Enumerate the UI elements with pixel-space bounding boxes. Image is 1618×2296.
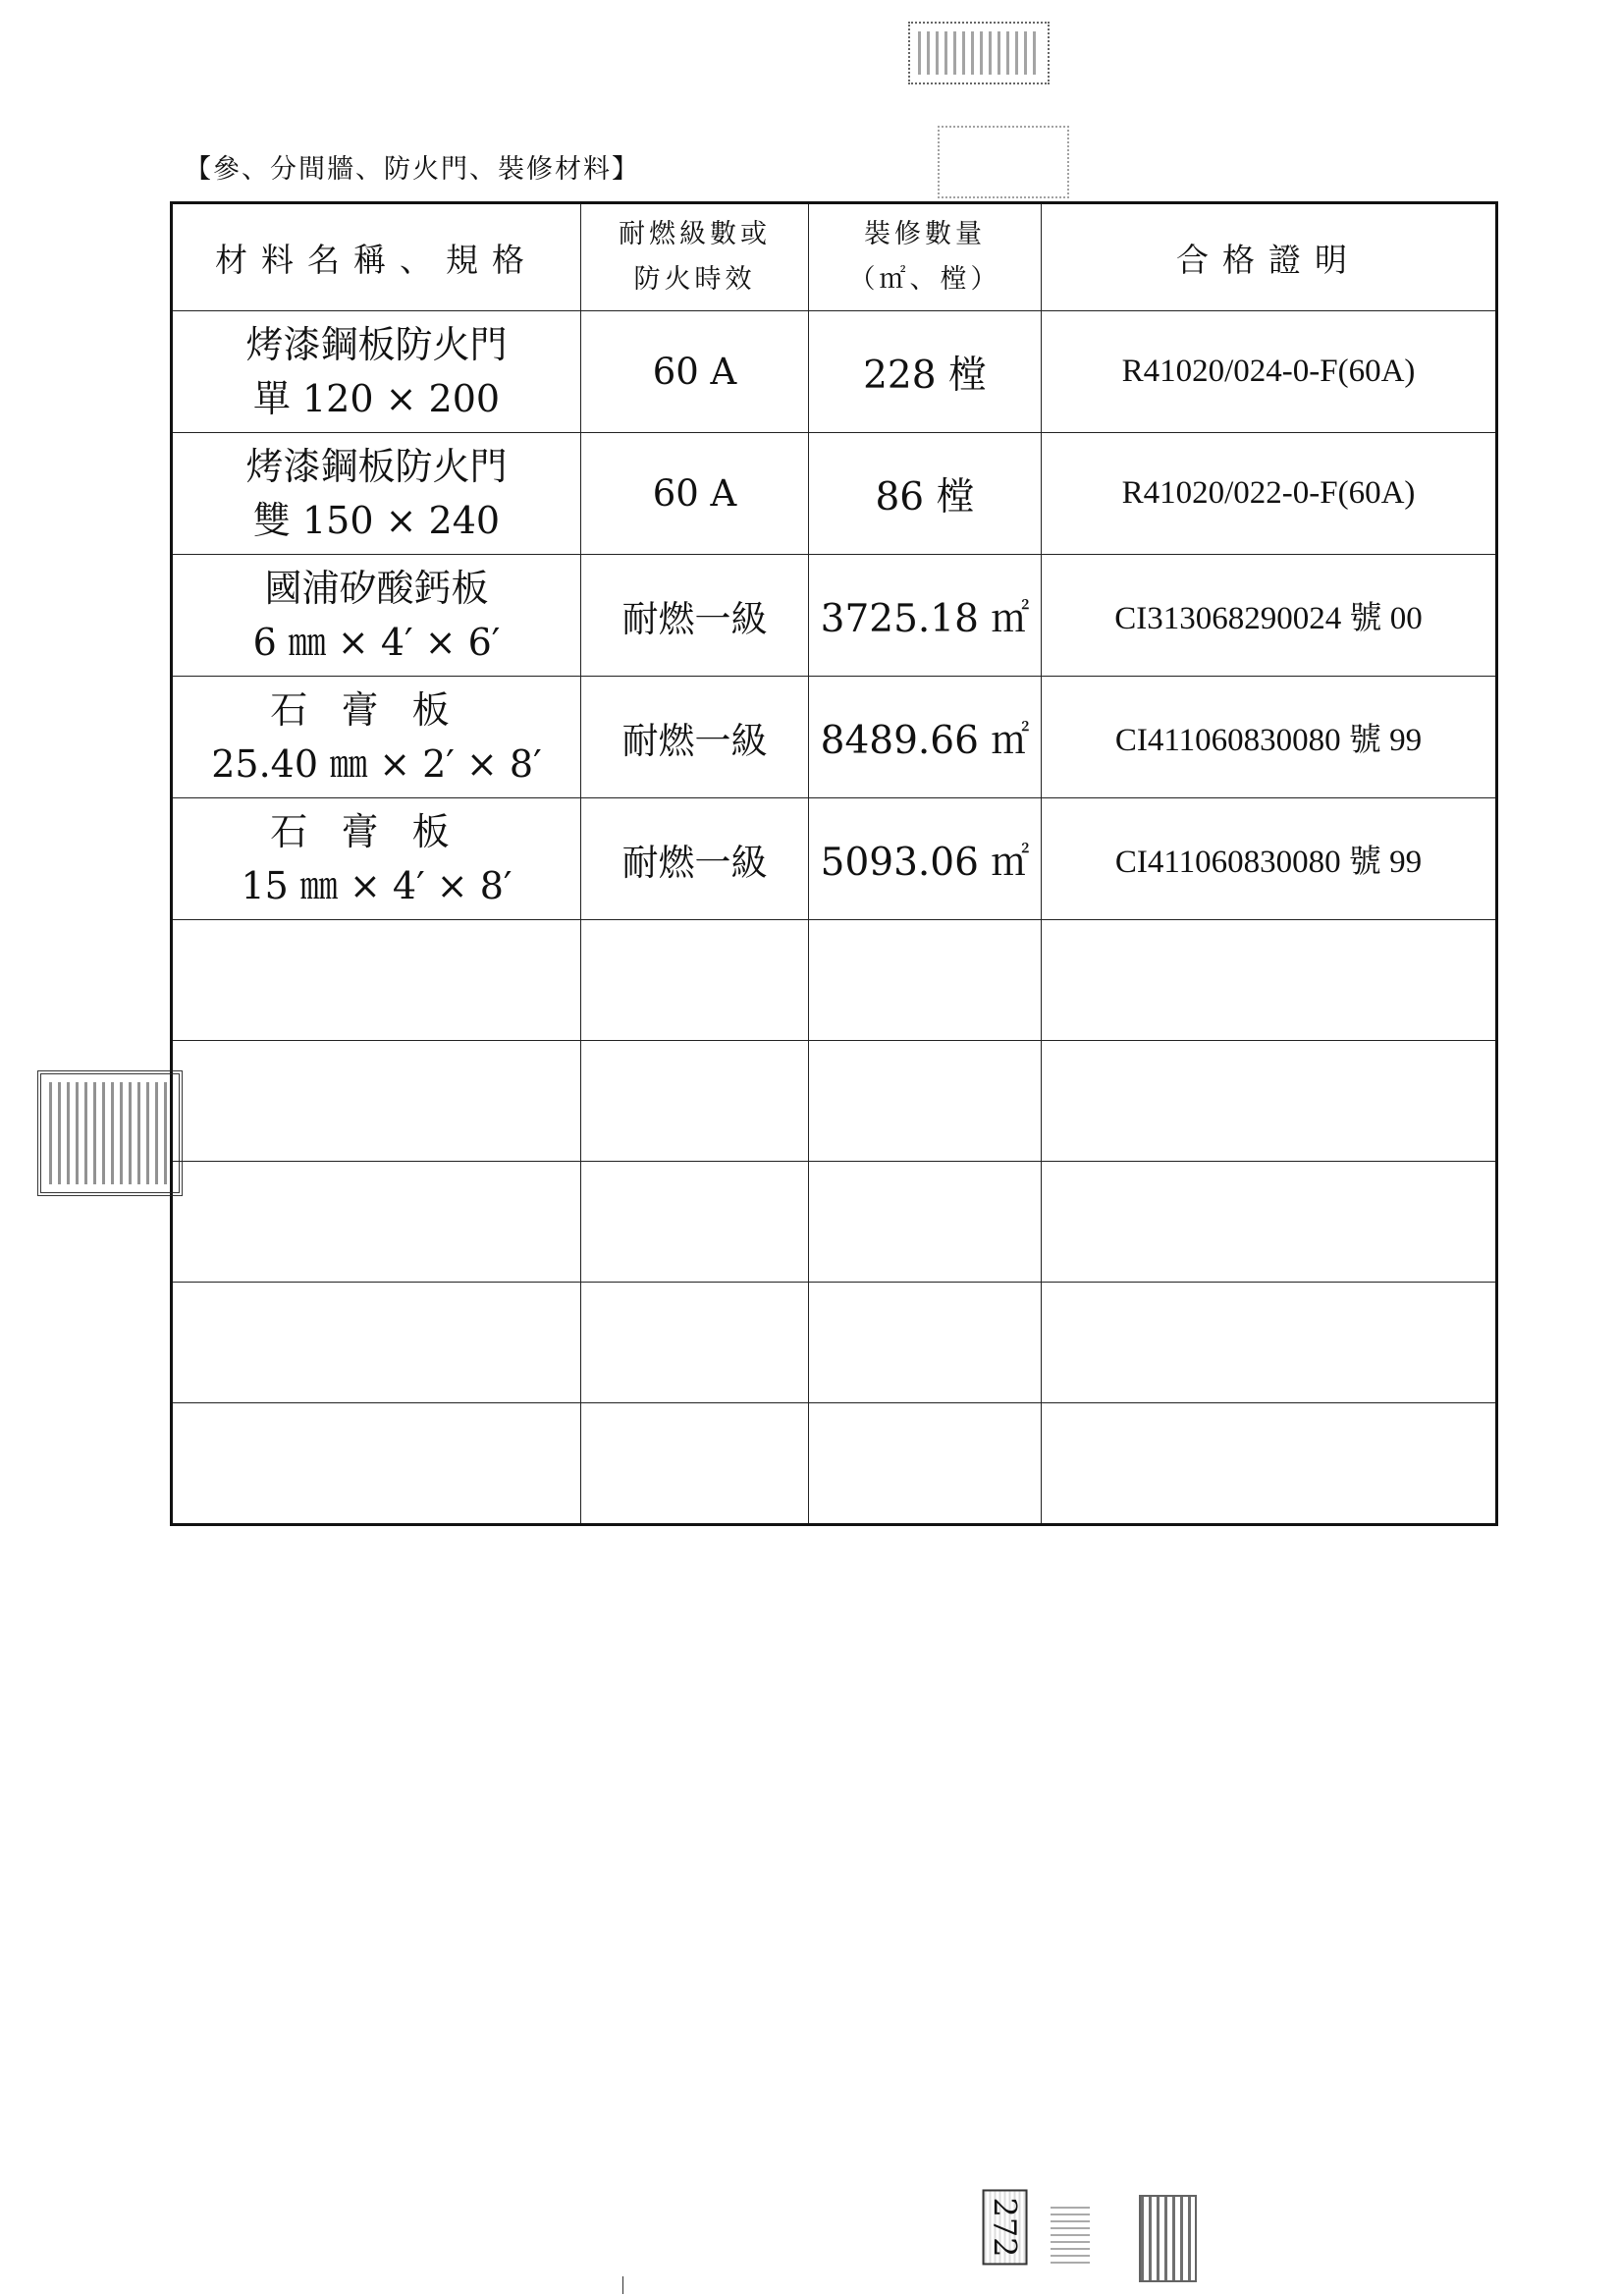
- seal-stamp-faint: [938, 126, 1069, 198]
- header-quantity: [809, 203, 1042, 311]
- material-name-cell: [172, 555, 581, 677]
- table-row: [172, 433, 1497, 555]
- empty-cell: [172, 1041, 581, 1162]
- empty-table-row: [172, 1283, 1497, 1403]
- seal-stamp-left: [37, 1070, 183, 1196]
- empty-cell: [809, 1162, 1042, 1283]
- empty-cell: [809, 1283, 1042, 1403]
- page-number: 272: [983, 2189, 1028, 2265]
- header-certificate: 合格證明: [1042, 203, 1497, 311]
- empty-cell: [581, 1162, 809, 1283]
- empty-cell: [1042, 1283, 1497, 1403]
- material-name-cell: [172, 798, 581, 920]
- material-name: 烤漆鋼板防火門: [245, 444, 508, 488]
- certificate-cell: CI411060830080 號 99: [1042, 798, 1497, 920]
- empty-cell: [581, 1403, 809, 1525]
- seal-stamp-bottom: [1139, 2195, 1197, 2282]
- section-title: 【參、分間牆、防火門、裝修材料】: [185, 154, 640, 185]
- header-material-name: 材料名稱、規格: [172, 203, 581, 311]
- empty-cell: [581, 920, 809, 1041]
- quantity-cell: 228 樘: [809, 311, 1042, 433]
- certificate-cell: CI313068290024 號 00: [1042, 555, 1497, 677]
- quantity-cell: 3725.18 ㎡: [809, 555, 1042, 677]
- fire-rating-cell: 60 A: [581, 311, 809, 433]
- certificate-cell: R41020/024-0-F(60A): [1042, 311, 1497, 433]
- empty-cell: [172, 1283, 581, 1403]
- certificate-cell: CI411060830080 號 99: [1042, 677, 1497, 798]
- material-spec: 25.40 ㎜ × 2′ × 8′: [211, 741, 542, 786]
- table-row: [172, 555, 1497, 677]
- quantity-cell: 86 樘: [809, 433, 1042, 555]
- seal-stamp-bottom-small: [1051, 2205, 1090, 2264]
- material-spec: 15 ㎜ × 4′ × 8′: [241, 863, 512, 907]
- empty-cell: [1042, 1041, 1497, 1162]
- empty-cell: [1042, 1162, 1497, 1283]
- material-name-cell: [172, 433, 581, 555]
- empty-table-row: [172, 1403, 1497, 1525]
- fire-rating-cell: 60 A: [581, 433, 809, 555]
- fire-rating-cell: 耐燃一級: [581, 798, 809, 920]
- quantity-cell: 5093.06 ㎡: [809, 798, 1042, 920]
- empty-cell: [581, 1041, 809, 1162]
- empty-cell: [1042, 1403, 1497, 1525]
- empty-table-row: [172, 1162, 1497, 1283]
- material-name-cell: [172, 311, 581, 433]
- empty-table-row: [172, 920, 1497, 1041]
- empty-cell: [809, 1041, 1042, 1162]
- empty-cell: [172, 920, 581, 1041]
- empty-cell: [172, 1403, 581, 1525]
- certificate-cell: R41020/022-0-F(60A): [1042, 433, 1497, 555]
- empty-cell: [172, 1162, 581, 1283]
- material-spec: 單 120 × 200: [252, 376, 501, 420]
- empty-cell: [1042, 920, 1497, 1041]
- table-header-row: [172, 203, 1497, 311]
- table-row: [172, 677, 1497, 798]
- material-name: 石膏板: [270, 809, 483, 853]
- empty-cell: [809, 920, 1042, 1041]
- quantity-cell: 8489.66 ㎡: [809, 677, 1042, 798]
- seal-stamp-top: [908, 22, 1050, 84]
- empty-cell: [581, 1283, 809, 1403]
- materials-table: [170, 201, 1498, 1526]
- material-spec: 雙 150 × 240: [252, 498, 501, 542]
- material-name-cell: [172, 677, 581, 798]
- header-fire-rating: [581, 203, 809, 311]
- fire-rating-cell: 耐燃一級: [581, 677, 809, 798]
- table-row: [172, 798, 1497, 920]
- header-fire-rating-line2: 防火時效: [633, 264, 756, 295]
- fire-rating-cell: 耐燃一級: [581, 555, 809, 677]
- material-name: 石膏板: [270, 687, 483, 732]
- margin-tick-mark: [622, 2276, 623, 2294]
- header-quantity-line1: 裝修數量: [864, 219, 986, 249]
- material-name: 烤漆鋼板防火門: [245, 322, 508, 366]
- empty-cell: [809, 1403, 1042, 1525]
- table-row: [172, 311, 1497, 433]
- material-spec: 6 ㎜ × 4′ × 6′: [252, 620, 501, 664]
- header-fire-rating-line1: 耐燃級數或: [619, 219, 771, 249]
- material-name: 國浦矽酸鈣板: [264, 566, 489, 610]
- header-quantity-line2: （㎡、樘）: [848, 264, 1001, 295]
- empty-table-row: [172, 1041, 1497, 1162]
